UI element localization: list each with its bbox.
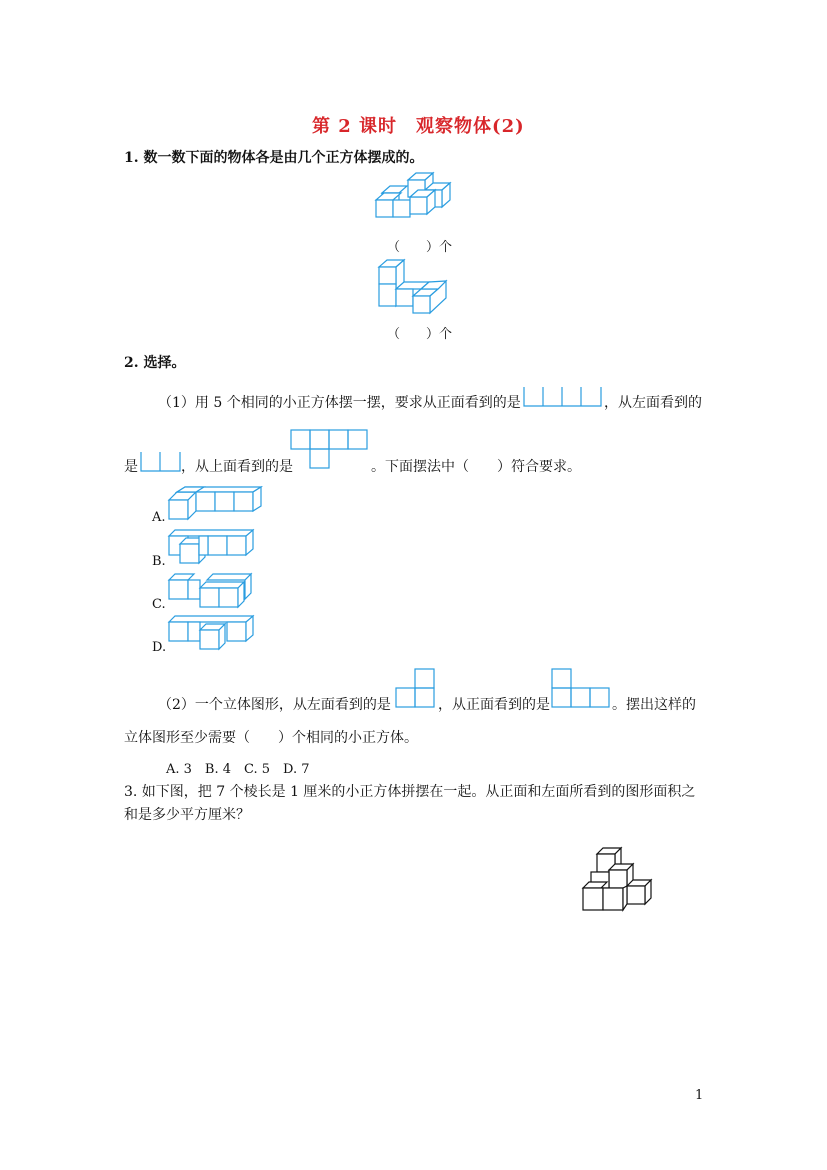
page-number: 1 xyxy=(695,1088,704,1103)
left-view-squares xyxy=(140,451,182,473)
cube-figure-2 xyxy=(377,259,457,319)
top-view-squares xyxy=(290,429,372,471)
blank-count-2: （ ）个 xyxy=(387,327,453,342)
option-c-figure xyxy=(167,572,267,612)
front-view-l-shape xyxy=(551,668,615,710)
q2-part2-text-c: 。摆出这样的 xyxy=(612,697,696,713)
q2-part2-text-d: 立体图形至少需要（ ）个相同的小正方体。 xyxy=(124,730,418,746)
option-b-figure xyxy=(167,528,267,566)
q2-part1-text-e: 。下面摆法中（ ）符合要求。 xyxy=(371,459,581,475)
q2-part1-text-a: （1）用 5 个相同的小正方体摆一摆，要求从正面看到的是 xyxy=(158,395,521,411)
q2-part1-text-b: ，从左面看到的 xyxy=(604,395,702,411)
question-2-heading: 2. 选择。 xyxy=(124,355,186,371)
question-3-line-2: 和是多少平方厘米？ xyxy=(124,807,250,823)
option-d-label: D. xyxy=(152,640,167,655)
option-a-label: A. xyxy=(152,510,166,525)
option-d-figure xyxy=(167,614,267,654)
q2-part2-text-b: ，从正面看到的是 xyxy=(438,697,550,713)
q2-part2-text-a: （2）一个立体图形，从左面看到的是 xyxy=(158,697,391,713)
blank-count-1: （ ）个 xyxy=(387,240,453,255)
cube-figure-3 xyxy=(581,846,657,914)
q2-part1-text-c: 是 xyxy=(124,459,138,475)
q2-part2-choices: A. 3 B. 4 C. 5 D. 7 xyxy=(166,762,310,777)
cube-figure-1 xyxy=(374,172,454,228)
question-1-heading: 1. 数一数下面的物体各是由几个正方体摆成的。 xyxy=(124,150,424,166)
option-b-label: B. xyxy=(152,554,166,569)
option-c-label: C. xyxy=(152,597,166,612)
option-a-figure xyxy=(167,486,267,522)
page-title: 第 2 课时 观察物体(2) xyxy=(312,116,525,137)
front-view-five-squares xyxy=(523,386,603,408)
question-3-line-1: 3. 如下图，把 7 个棱长是 1 厘米的小正方体拼摆在一起。从正面和左面所看到的图形面积之 xyxy=(124,784,696,800)
left-view-l-shape xyxy=(395,668,439,710)
q2-part1-text-d: ，从上面看到的是 xyxy=(181,459,293,475)
